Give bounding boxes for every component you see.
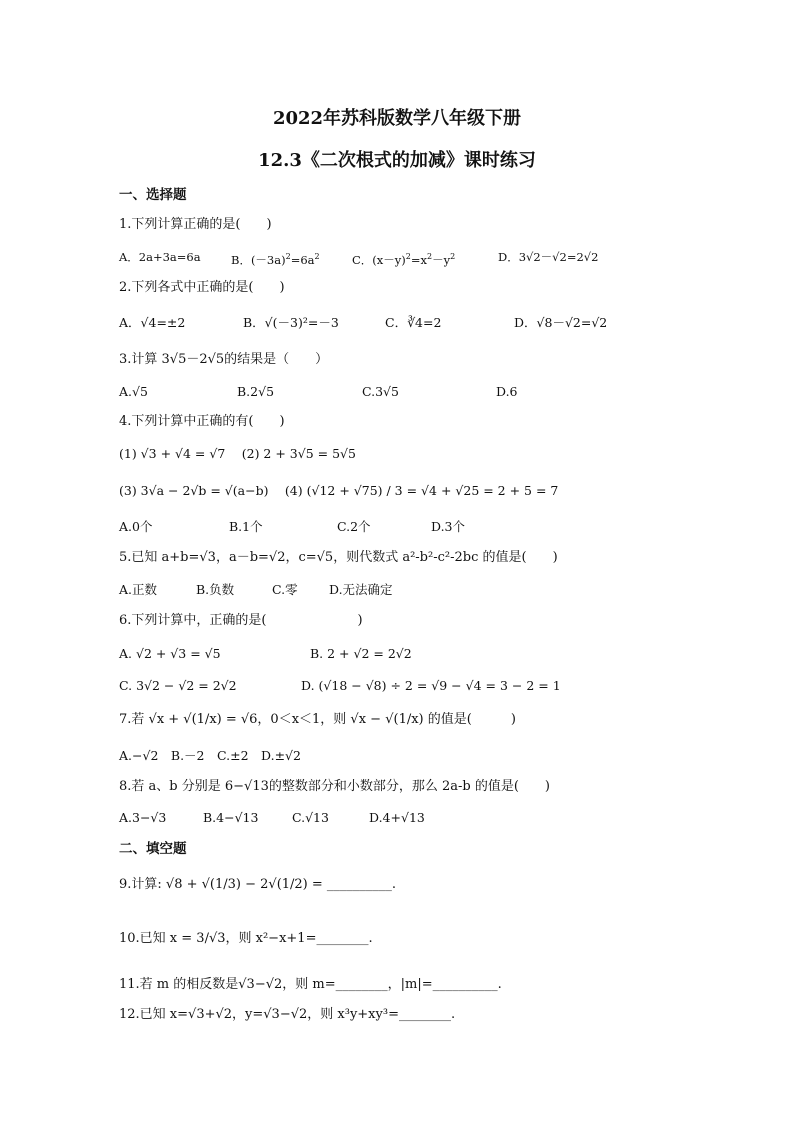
question-3-option-c: C.3√5 <box>362 384 399 399</box>
question-4-option-d: D.3个 <box>431 519 466 534</box>
question-6-option-b: B. 2 + √2 = 2√2 <box>310 646 412 661</box>
question-4-statements-1-2: (1) √3 + √4 = √7 (2) 2 + 3√5 = 5√5 <box>119 446 356 461</box>
question-5-option-a: A.正数 <box>119 582 158 597</box>
question-1-option-a: A．2a+3a=6a <box>119 250 201 264</box>
question-4-option-a: A.0个 <box>119 519 153 534</box>
question-8-option-b: B.4−√13 <box>203 810 259 825</box>
question-6-option-c: C. 3√2 − √2 = 2√2 <box>119 678 237 693</box>
section-multiple-choice: 一、选择题 <box>119 187 187 203</box>
question-1-option-c: C．$(x-y)^2=x^2-y^2$ <box>352 252 456 267</box>
question-1-option-b: B．$(-3a)^2=6a^2$ <box>231 252 320 267</box>
question-5-option-d: D.无法确定 <box>329 582 393 597</box>
question-10: 10.已知 x = 3/√3，则 x²−x+1=________. <box>119 931 373 946</box>
question-4-statements-3-4: (3) 3√a − 2√b = √(a−b) (4) (√12 + √75) / 3 = √4 + √25 = 2 + 5 = 7 <box>119 483 559 498</box>
question-2-option-b: B．√(－3)²=－3 <box>243 315 339 330</box>
question-2-option-d: D．√8－√2=√2 <box>514 315 608 330</box>
question-3-option-a: A.√5 <box>119 384 148 399</box>
document-subtitle: 12.3《二次根式的加减》课时练习 <box>258 150 536 171</box>
question-4-stem: 4.下列计算中正确的有( ) <box>119 414 285 429</box>
question-8-option-a: A.3−√3 <box>119 810 167 825</box>
question-1-stem: 1.下列计算正确的是( ) <box>119 217 272 232</box>
question-6-stem: 6.下列计算中，正确的是( ) <box>119 613 363 628</box>
question-1-option-d: D．3√2－√2=2√2 <box>498 250 599 264</box>
question-5-stem: 5.已知 a+b=√3，a－b=√2，c=√5，则代数式 a²-b²-c²-2bc 的值是( ) <box>119 550 558 565</box>
question-3-stem: 3.计算 3√5－2√5的结果是（ ） <box>119 352 329 367</box>
question-5-option-c: C.零 <box>272 582 298 597</box>
question-2-option-c: C．∛4=2 <box>385 315 442 330</box>
question-6-option-d: D. (√18 − √8) ÷ 2 = √9 − √4 = 3 − 2 = 1 <box>301 678 561 693</box>
question-3-option-b: B.2√5 <box>237 384 275 399</box>
question-4-option-c: C.2个 <box>337 519 371 534</box>
question-8-stem: 8.若 a、b 分别是 6−√13的整数部分和小数部分，那么 2a-b 的值是( ) <box>119 779 551 794</box>
section-fill-in: 二、填空题 <box>119 841 187 857</box>
question-2-stem: 2.下列各式中正确的是( ) <box>119 280 285 295</box>
question-12: 12.已知 x=√3+√2，y=√3−√2，则 x³y+xy³=________. <box>119 1007 456 1022</box>
question-8-option-c: C.√13 <box>292 810 329 825</box>
question-11: 11.若 m 的相反数是√3−√2，则 m=________，|m|=__________. <box>119 977 502 992</box>
question-8-option-d: D.4+√13 <box>369 810 425 825</box>
question-9: 9.计算: √8 + √(1/3) − 2√(1/2) = __________. <box>119 877 397 892</box>
question-6-option-a: A. √2 + √3 = √5 <box>119 646 221 661</box>
document-title: 2022年苏科版数学八年级下册 <box>272 108 522 129</box>
question-5-option-b: B.负数 <box>196 582 235 597</box>
question-7-stem: 7.若 √x + √(1/x) = √6，0＜x＜1，则 √x − √(1/x) 的值是( ) <box>119 712 516 727</box>
question-7-options: A.−√2 B.－2 C.±2 D.±√2 <box>119 748 301 763</box>
question-2-option-a: A．√4=±2 <box>119 315 186 330</box>
question-4-option-b: B.1个 <box>229 519 263 534</box>
question-3-option-d: D.6 <box>496 384 518 399</box>
